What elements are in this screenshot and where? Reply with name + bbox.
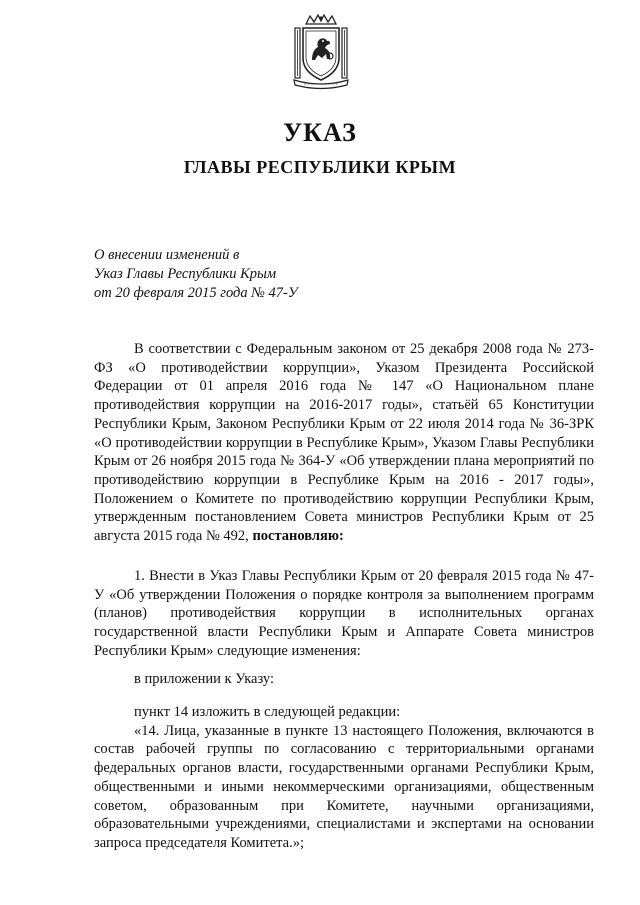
subject-line: от 20 февраля 2015 года № 47-У [94, 285, 298, 301]
subject-line: Указ Главы Республики Крым [94, 266, 277, 282]
document-title: УКАЗ [283, 118, 357, 147]
resolve-word: постановляю: [252, 528, 344, 545]
appendix-line: в приложении к Указу: [134, 671, 274, 687]
point-14-intro: пункт 14 изложить в следующей редакции: [134, 704, 401, 720]
document-subtitle: ГЛАВЫ РЕСПУБЛИКИ КРЫМ [183, 157, 457, 177]
subject-line: О внесении изменений в [94, 247, 240, 263]
preamble-text: В соответствии с Федеральным законом от 25 декабря 2008 года № 273-ФЗ «О противодействии коррупции», Указом Президента Российской Федерации от 01 апреля 2016 года № 147 «О Национальном плане противодействия коррупции на 2016-2017 годы», статьёй 65 Конституции Республики Крым, Законом Республики Крым от 22 июля 2014 года № 36-ЗРК «О противодействии коррупции в Республике Крым», Указом Главы Республики Крым от 26 ноября 2015 года № 364-У «Об утверждении плана мероприятий по противодействию коррупции в Республике Крым на 2016 - 2017 годы», Положением о Комитете по противодействию коррупции Республики Крым, утвержденным постановлением Совета министров Республики Крым от 25 августа 2015 года № 492, [94, 341, 594, 545]
point-14-section [94, 703, 594, 853]
coat-of-arms-emblem [292, 14, 350, 90]
preamble-paragraph [94, 340, 594, 546]
point-14-text: «14. Лица, указанные в пункте 13 настоящего Положения, включаются в состав рабочей группы по согласованию с территориальными органами федеральных органов власти, государственными органами Республики Крым, общественными и иными некоммерческими организациями, общественным советом, образованным при Комитете, научными организациями, образовательными учреждениями, специалистами и экспертами на основании запроса председателя Комитета.»; [94, 722, 594, 851]
document-subject [94, 246, 298, 303]
item-1-paragraph: 1. Внести в Указ Главы Республики Крым от 20 февраля 2015 года № 47-У «Об утверждении Положения о порядке контроля за выполнением программ (планов) противодействия коррупции в исполнительных органах государственной власти Республики Крым и Аппарате Совета министров Республики Крым» следующие изменения: [94, 568, 594, 659]
